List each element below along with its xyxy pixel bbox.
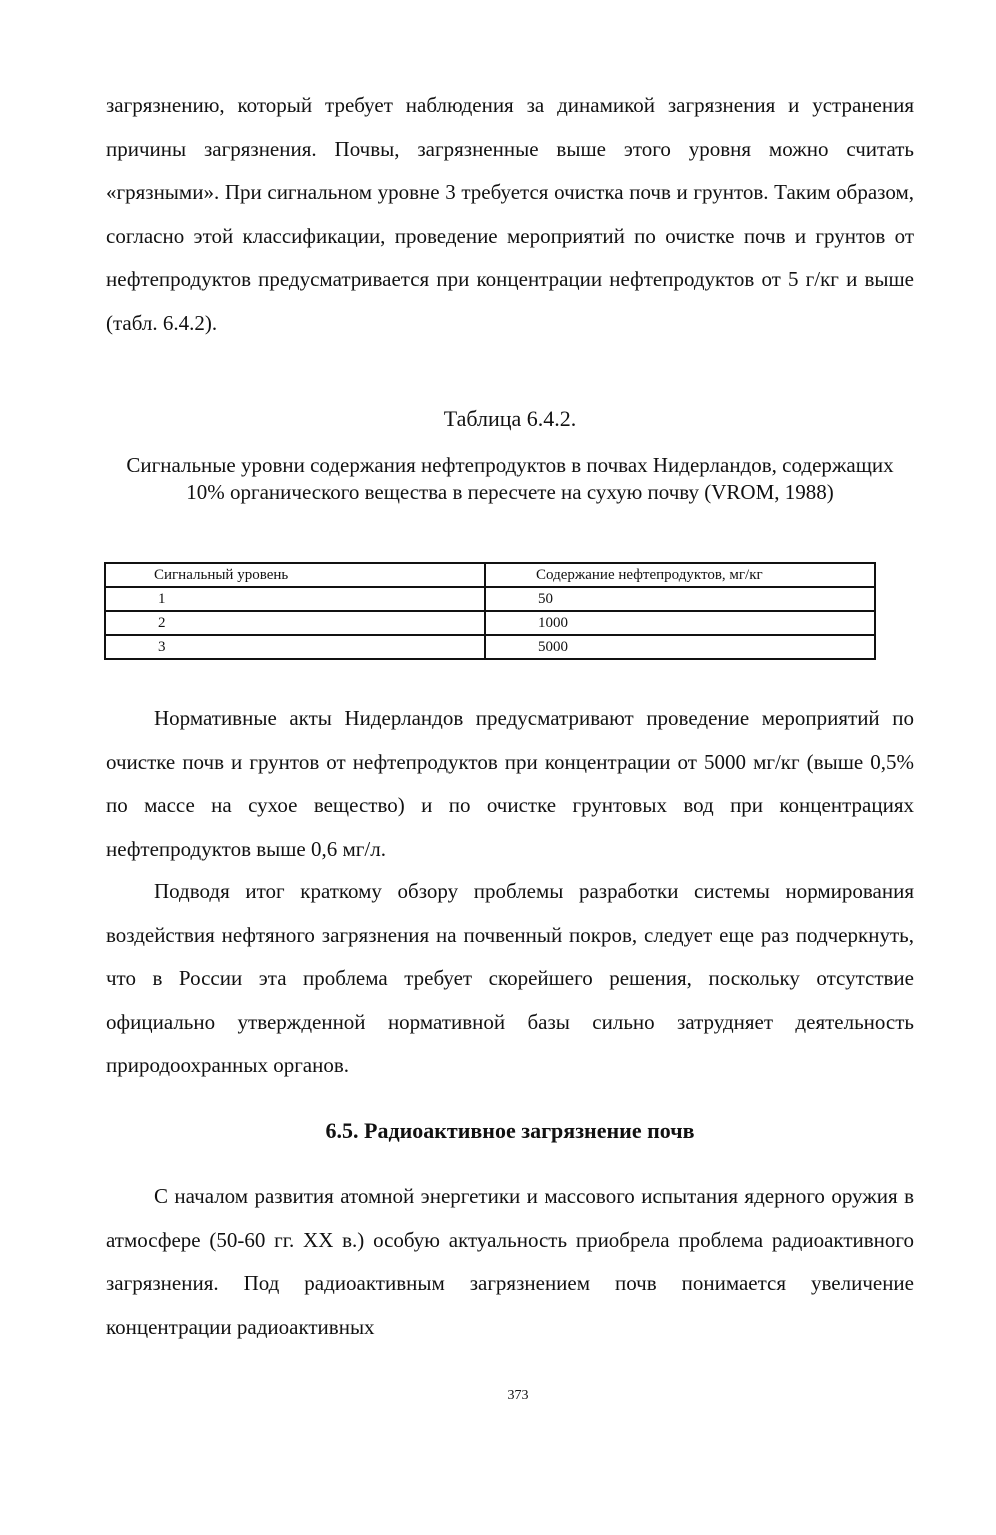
table-row <box>105 635 875 659</box>
table-row <box>105 611 875 635</box>
table-cell: 3 <box>105 635 485 659</box>
page-number: 373 <box>507 1388 529 1403</box>
section-heading: 6.5. Радиоактивное загрязнение почв <box>325 1118 695 1143</box>
paragraph-radioactive: С началом развития атомной энергетики и массового испытания ядерного оружия в атмосфере (50-60 гг. XX в.) особую актуальность приобрела проблема радиоактивного загрязнения. Под радиоактивным загрязнением почв понимается увеличение концентрации радиоактивных <box>106 1184 914 1339</box>
paragraph-intro: загрязнению, который требует наблюдения за динамикой загрязнения и устранения причины загрязнения. Почвы, загрязненные выше этого уровня можно считать «грязными». При сигнальном уровне 3 требуется очистка почв и грунтов. Таким образом, согласно этой классификации, проведение мероприятий по очистке почв и грунтов от нефтепродуктов предусматривается при концентрации нефтепродуктов от 5 г/кг и выше (табл. 6.4.2). <box>106 93 914 335</box>
column-header-content: Содержание нефтепродуктов, мг/кг <box>485 563 875 587</box>
oil-signal-levels-table <box>104 562 876 660</box>
table-cell: 1000 <box>485 611 875 635</box>
table-cell: 50 <box>485 587 875 611</box>
table-row <box>105 587 875 611</box>
table-number: Таблица 6.4.2. <box>443 406 577 431</box>
paragraph-summary: Подводя итог краткому обзору проблемы разработки системы нормирования воздействия нефтяного загрязнения на почвенный покров, следует еще раз подчеркнуть, что в России эта проблема требует скорейшего решения, поскольку отсутствие официально утвержденной нормативной базы сильно затрудняет деятельность природоохранных органов. <box>106 879 914 1077</box>
column-header-level: Сигнальный уровень <box>105 563 485 587</box>
table-header-row <box>105 563 875 587</box>
table-title: Сигнальные уровни содержания нефтепродуктов в почвах Нидерландов, содержащих 10% органического вещества в пересчете на сухую почву (VROM, 1988) <box>126 453 894 504</box>
paragraph-netherlands-regulations: Нормативные акты Нидерландов предусматривают проведение мероприятий по очистке почв и грунтов от нефтепродуктов при концентрации от 5000 мг/кг (выше 0,5% по массе на сухое вещество) и по очистке грунтовых вод при концентрациях нефтепродуктов выше 0,6 мг/л. <box>106 706 914 861</box>
table-cell: 2 <box>105 611 485 635</box>
table-cell: 5000 <box>485 635 875 659</box>
table-cell: 1 <box>105 587 485 611</box>
